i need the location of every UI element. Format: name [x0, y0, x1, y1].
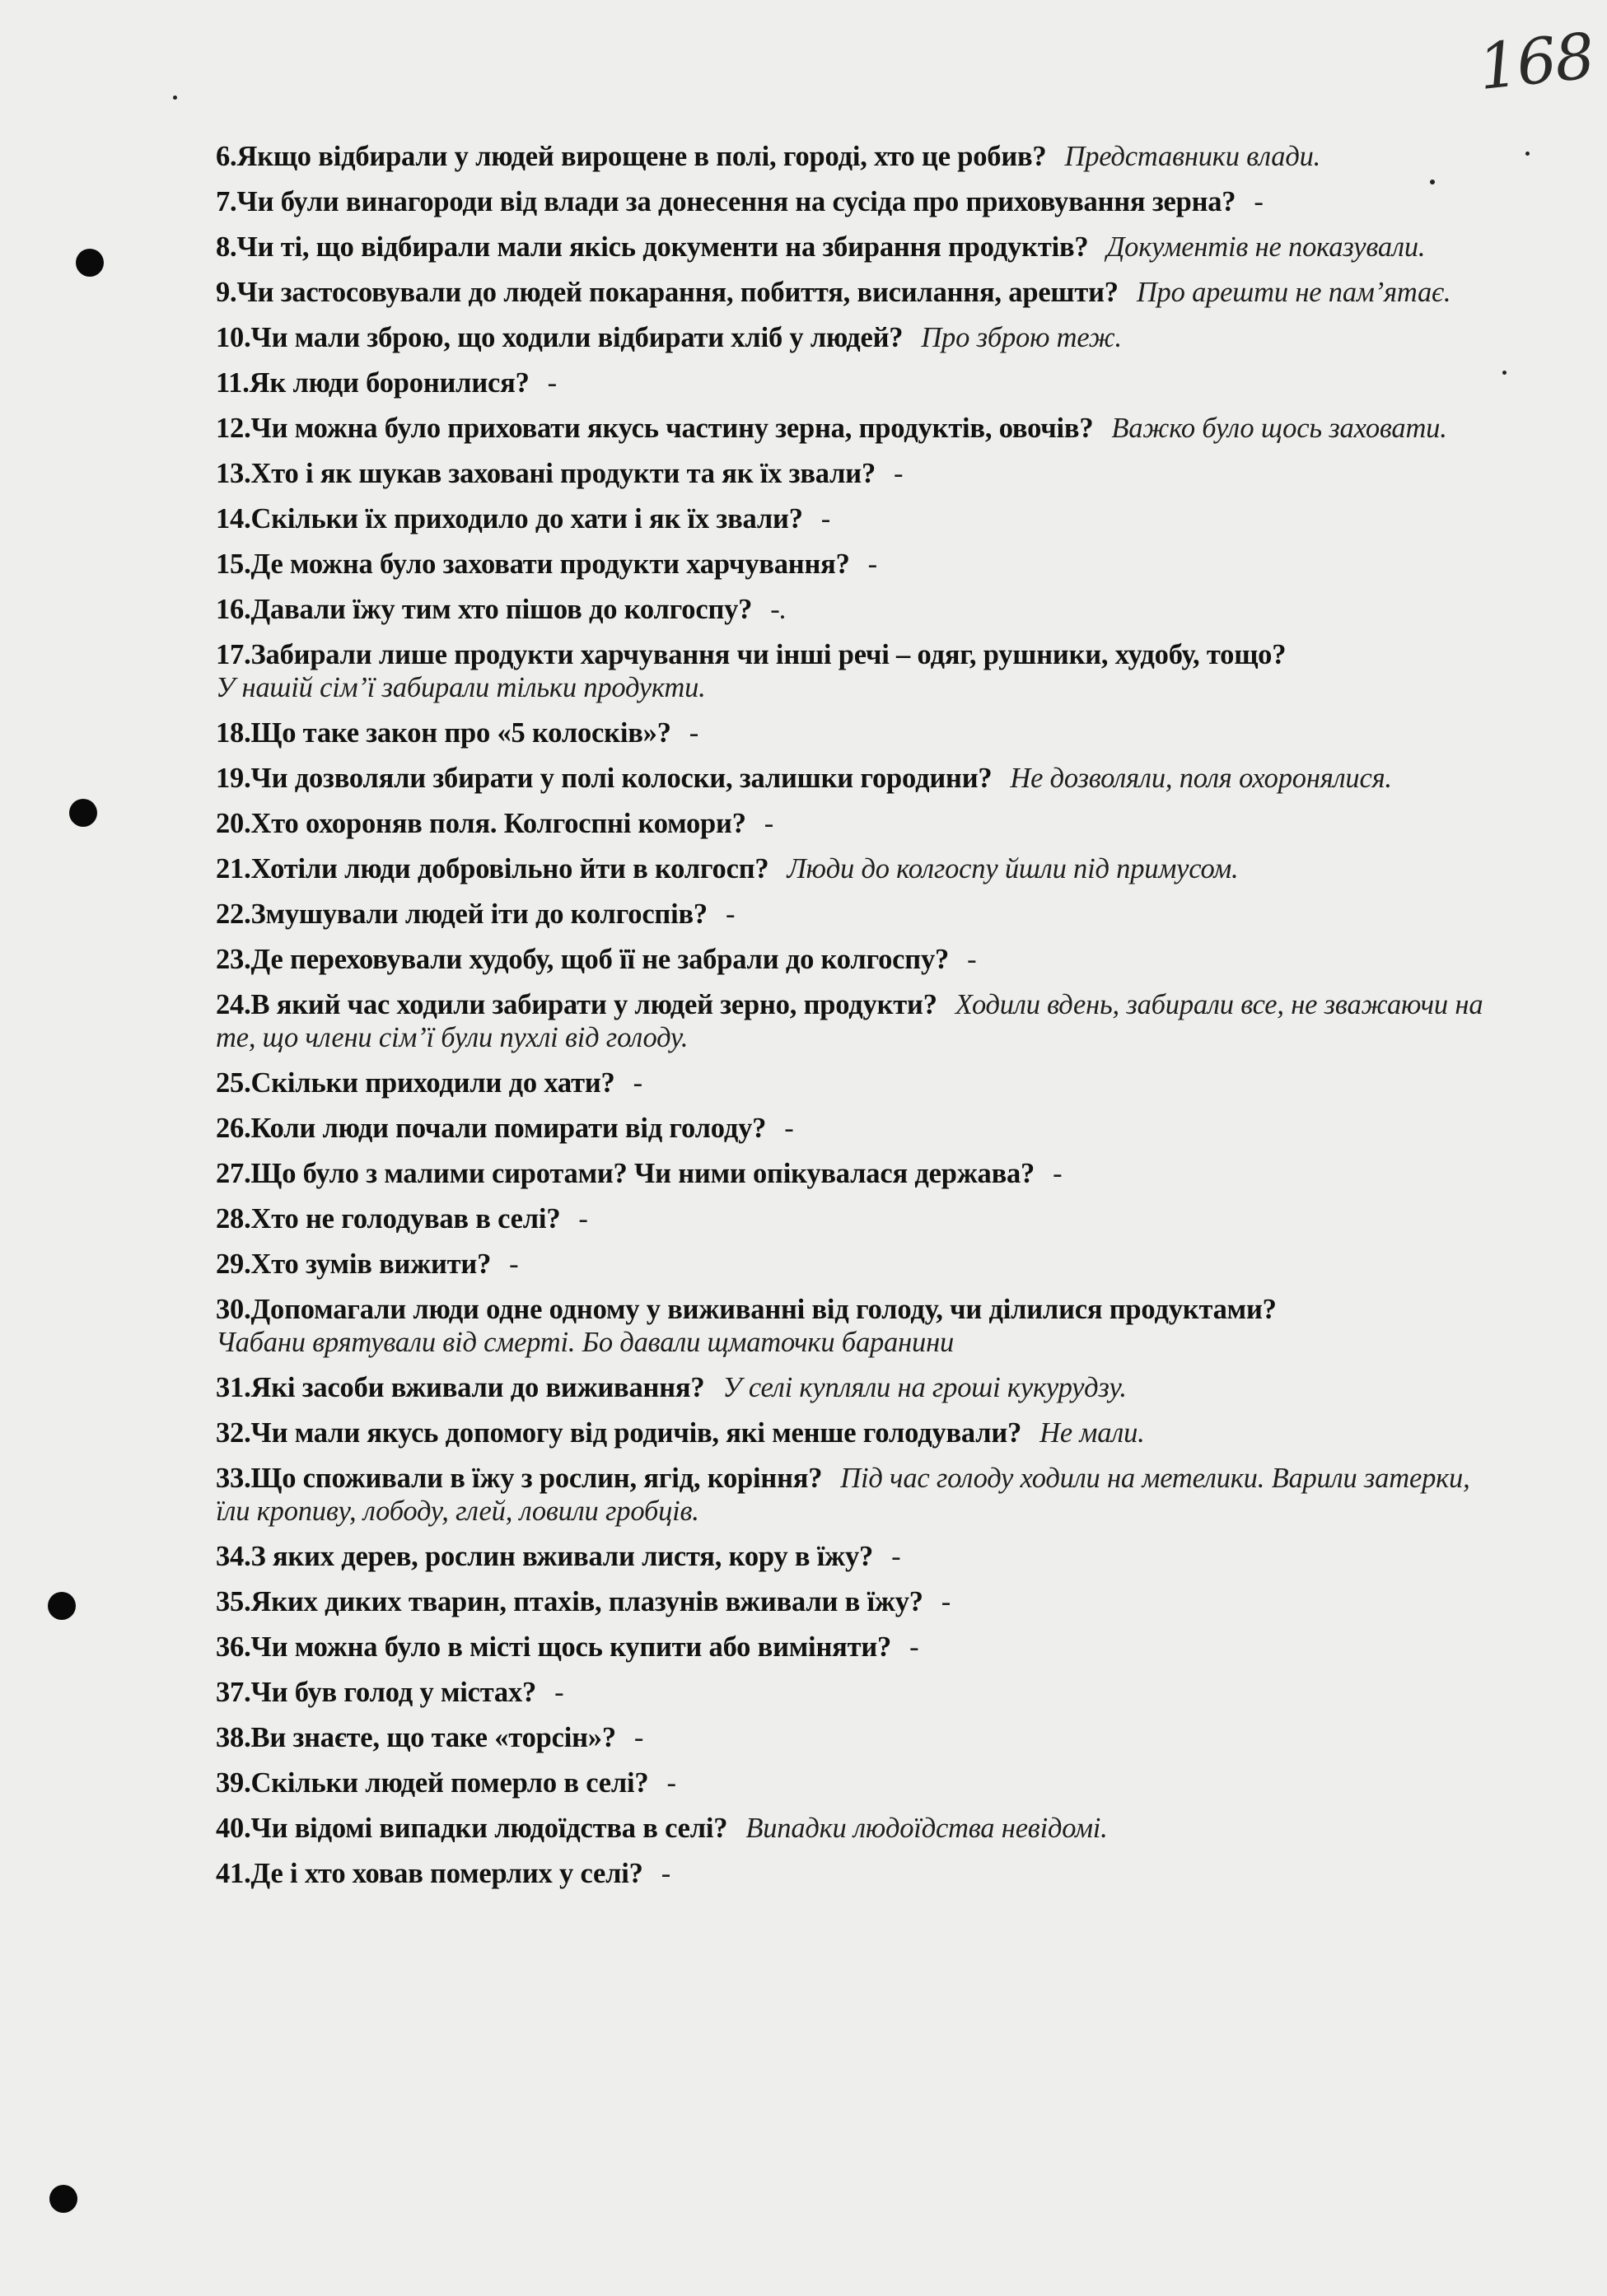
question-text: 25.Скільки приходили до хати? [216, 1067, 615, 1099]
question-item [216, 1857, 1484, 1890]
question-item [216, 1676, 1484, 1709]
answer-text: - [666, 1767, 676, 1799]
question-text: 13.Хто і як шукав заховані продукти та як їх звали? [216, 458, 876, 489]
question-item [216, 638, 1484, 704]
question-item [216, 807, 1484, 840]
question-text: 8.Чи ті, що відбирали мали якісь документи на збирання продуктів? [216, 231, 1089, 263]
question-item [216, 1540, 1484, 1573]
question-text: 11.Як люди боронилися? [216, 367, 530, 399]
answer-text: - [1053, 1158, 1063, 1189]
question-item [216, 548, 1484, 581]
question-item [216, 366, 1484, 399]
question-item [216, 412, 1484, 445]
question-item [216, 1112, 1484, 1145]
question-text: 15.Де можна було заховати продукти харчування? [216, 548, 850, 580]
answer-text: У селі купляли на гроші кукурудзу. [722, 1372, 1127, 1403]
speck [1525, 152, 1530, 156]
question-text: 28.Хто не голодував в селі? [216, 1203, 561, 1234]
punch-hole [76, 249, 104, 277]
question-text: 35.Яких диких тварин, птахів, плазунів вживали в їжу? [216, 1586, 923, 1617]
answer-text: - [554, 1677, 564, 1708]
question-text: 33.Що споживали в їжу з рослин, ягід, коріння? [216, 1463, 823, 1494]
question-text: 18.Що таке закон про «5 колосків»? [216, 717, 671, 749]
question-item [216, 762, 1484, 795]
question-text: 22.Змушували людей іти до колгоспів? [216, 898, 708, 930]
answer-text: - [509, 1248, 519, 1280]
question-item [216, 1293, 1484, 1359]
question-item [216, 593, 1484, 626]
answer-text: У нашій сім’ї забирали тільки продукти. [216, 672, 706, 703]
question-text: 30.Допомагали люди одне одному у виживанні від голоду, чи ділилися продуктами? [216, 1294, 1277, 1325]
question-item [216, 502, 1484, 535]
question-item [216, 140, 1484, 173]
answer-text: Важко було щось заховати. [1111, 413, 1447, 444]
answer-text: - [894, 458, 904, 489]
answer-text: - [891, 1541, 901, 1572]
answer-text: - [633, 1067, 642, 1099]
question-item [216, 1416, 1484, 1449]
question-text: 23.Де переховували худобу, щоб її не забрали до колгоспу? [216, 944, 950, 975]
question-text: 31.Які засоби вживали до виживання? [216, 1372, 705, 1403]
question-item [216, 988, 1484, 1054]
question-text: 9.Чи застосовували до людей покарання, побиття, висилання, арешти? [216, 277, 1119, 308]
question-item [216, 1585, 1484, 1618]
answer-text: - [578, 1203, 588, 1234]
answer-text: - [784, 1113, 794, 1144]
punch-hole [69, 799, 97, 827]
question-item [216, 1812, 1484, 1845]
question-item [216, 1202, 1484, 1235]
answer-text: - [1254, 186, 1264, 217]
answer-text: - [689, 717, 699, 749]
answer-text: Про зброю теж. [921, 322, 1122, 353]
question-item [216, 321, 1484, 354]
answer-text: Документів не показували. [1106, 231, 1426, 263]
answer-text: - [661, 1858, 670, 1889]
question-item [216, 1631, 1484, 1664]
question-item [216, 1371, 1484, 1404]
question-list [216, 140, 1484, 1902]
question-text: 16.Давали їжу тим хто пішов до колгоспу? [216, 594, 753, 625]
question-item [216, 898, 1484, 931]
answer-text: -. [770, 594, 787, 625]
answer-text: Про арешти не пам’ятає. [1136, 277, 1451, 308]
punch-hole [48, 1592, 76, 1620]
answer-text: - [967, 944, 977, 975]
question-item [216, 1248, 1484, 1281]
answer-text: - [867, 548, 877, 580]
page-number: 168 [1474, 18, 1597, 105]
question-item [216, 1157, 1484, 1190]
question-text: 21.Хотіли люди добровільно йти в колгосп? [216, 853, 769, 884]
question-item [216, 1462, 1484, 1528]
question-text: 34.З яких дерев, рослин вживали листя, кору в їжу? [216, 1541, 874, 1572]
question-text: 14.Скільки їх приходило до хати і як їх звали? [216, 503, 803, 534]
question-text: 24.В який час ходили забирати у людей зерно, продукти? [216, 989, 937, 1020]
speck [1502, 371, 1507, 375]
answer-text: Люди до колгоспу йшли під примусом. [787, 853, 1239, 884]
question-text: 26.Коли люди почали помирати від голоду? [216, 1113, 767, 1144]
question-item [216, 1066, 1484, 1099]
answer-text: - [547, 367, 557, 399]
question-text: 37.Чи був голод у містах? [216, 1677, 537, 1708]
question-text: 39.Скільки людей померло в селі? [216, 1767, 649, 1799]
question-item [216, 716, 1484, 749]
answer-text: - [820, 503, 831, 534]
answer-text: Не дозволяли, поля охоронялися. [1010, 763, 1392, 794]
question-text: 17.Забирали лише продукти харчування чи інші речі – одяг, рушники, худобу, тощо? [216, 639, 1287, 670]
question-text: 38.Ви знаєте, що таке «торсін»? [216, 1722, 616, 1753]
question-item [216, 1766, 1484, 1799]
answer-text: Під час голоду ходили на метелики. Варили затерки, їли кропиву, лободу, глей, ловили гробців. [216, 1463, 1470, 1527]
question-text: 41.Де і хто ховав померлих у селі? [216, 1858, 643, 1889]
answer-text: Чабани врятували від смерті. Бо давали щматочки баранини [216, 1327, 955, 1358]
question-text: 7.Чи були винагороди від влади за донесення на сусіда про приховування зерна? [216, 186, 1236, 217]
question-text: 10.Чи мали зброю, що ходили відбирати хліб у людей? [216, 322, 904, 353]
question-text: 29.Хто зумів вижити? [216, 1248, 492, 1280]
question-item [216, 852, 1484, 885]
question-text: 20.Хто охороняв поля. Колгоспні комори? [216, 808, 746, 839]
question-item [216, 276, 1484, 309]
punch-hole [49, 2185, 77, 2213]
question-text: 40.Чи відомі випадки людоїдства в селі? [216, 1813, 728, 1844]
answer-text: - [725, 898, 736, 930]
question-text: 6.Якщо відбирали у людей вирощене в полі, городі, хто це робив? [216, 141, 1047, 172]
question-text: 27.Що було з малими сиротами? Чи ними опікувалася держава? [216, 1158, 1035, 1189]
question-text: 32.Чи мали якусь допомогу від родичів, які менше голодували? [216, 1417, 1022, 1449]
question-item [216, 1721, 1484, 1754]
answer-text: - [909, 1631, 919, 1663]
answer-text: Випадки людоїдства невідомі. [745, 1813, 1108, 1844]
speck [173, 96, 177, 100]
question-item [216, 943, 1484, 976]
question-text: 36.Чи можна було в місті щось купити або виміняти? [216, 1631, 892, 1663]
answer-text: Представники влади. [1064, 141, 1321, 172]
question-text: 12.Чи можна було приховати якусь частину зерна, продуктів, овочів? [216, 413, 1094, 444]
question-item [216, 231, 1484, 264]
answer-text: Ходили вдень, забирали все, не зважаючи на те, що члени сім’ї були пухлі від голоду. [216, 989, 1483, 1053]
answer-text: - [633, 1722, 644, 1753]
answer-text: Не мали. [1039, 1417, 1145, 1449]
question-text: 19.Чи дозволяли збирати у полі колоски, залишки городини? [216, 763, 993, 794]
answer-text: - [941, 1586, 951, 1617]
answer-text: - [764, 808, 774, 839]
question-item [216, 185, 1484, 218]
question-item [216, 457, 1484, 490]
